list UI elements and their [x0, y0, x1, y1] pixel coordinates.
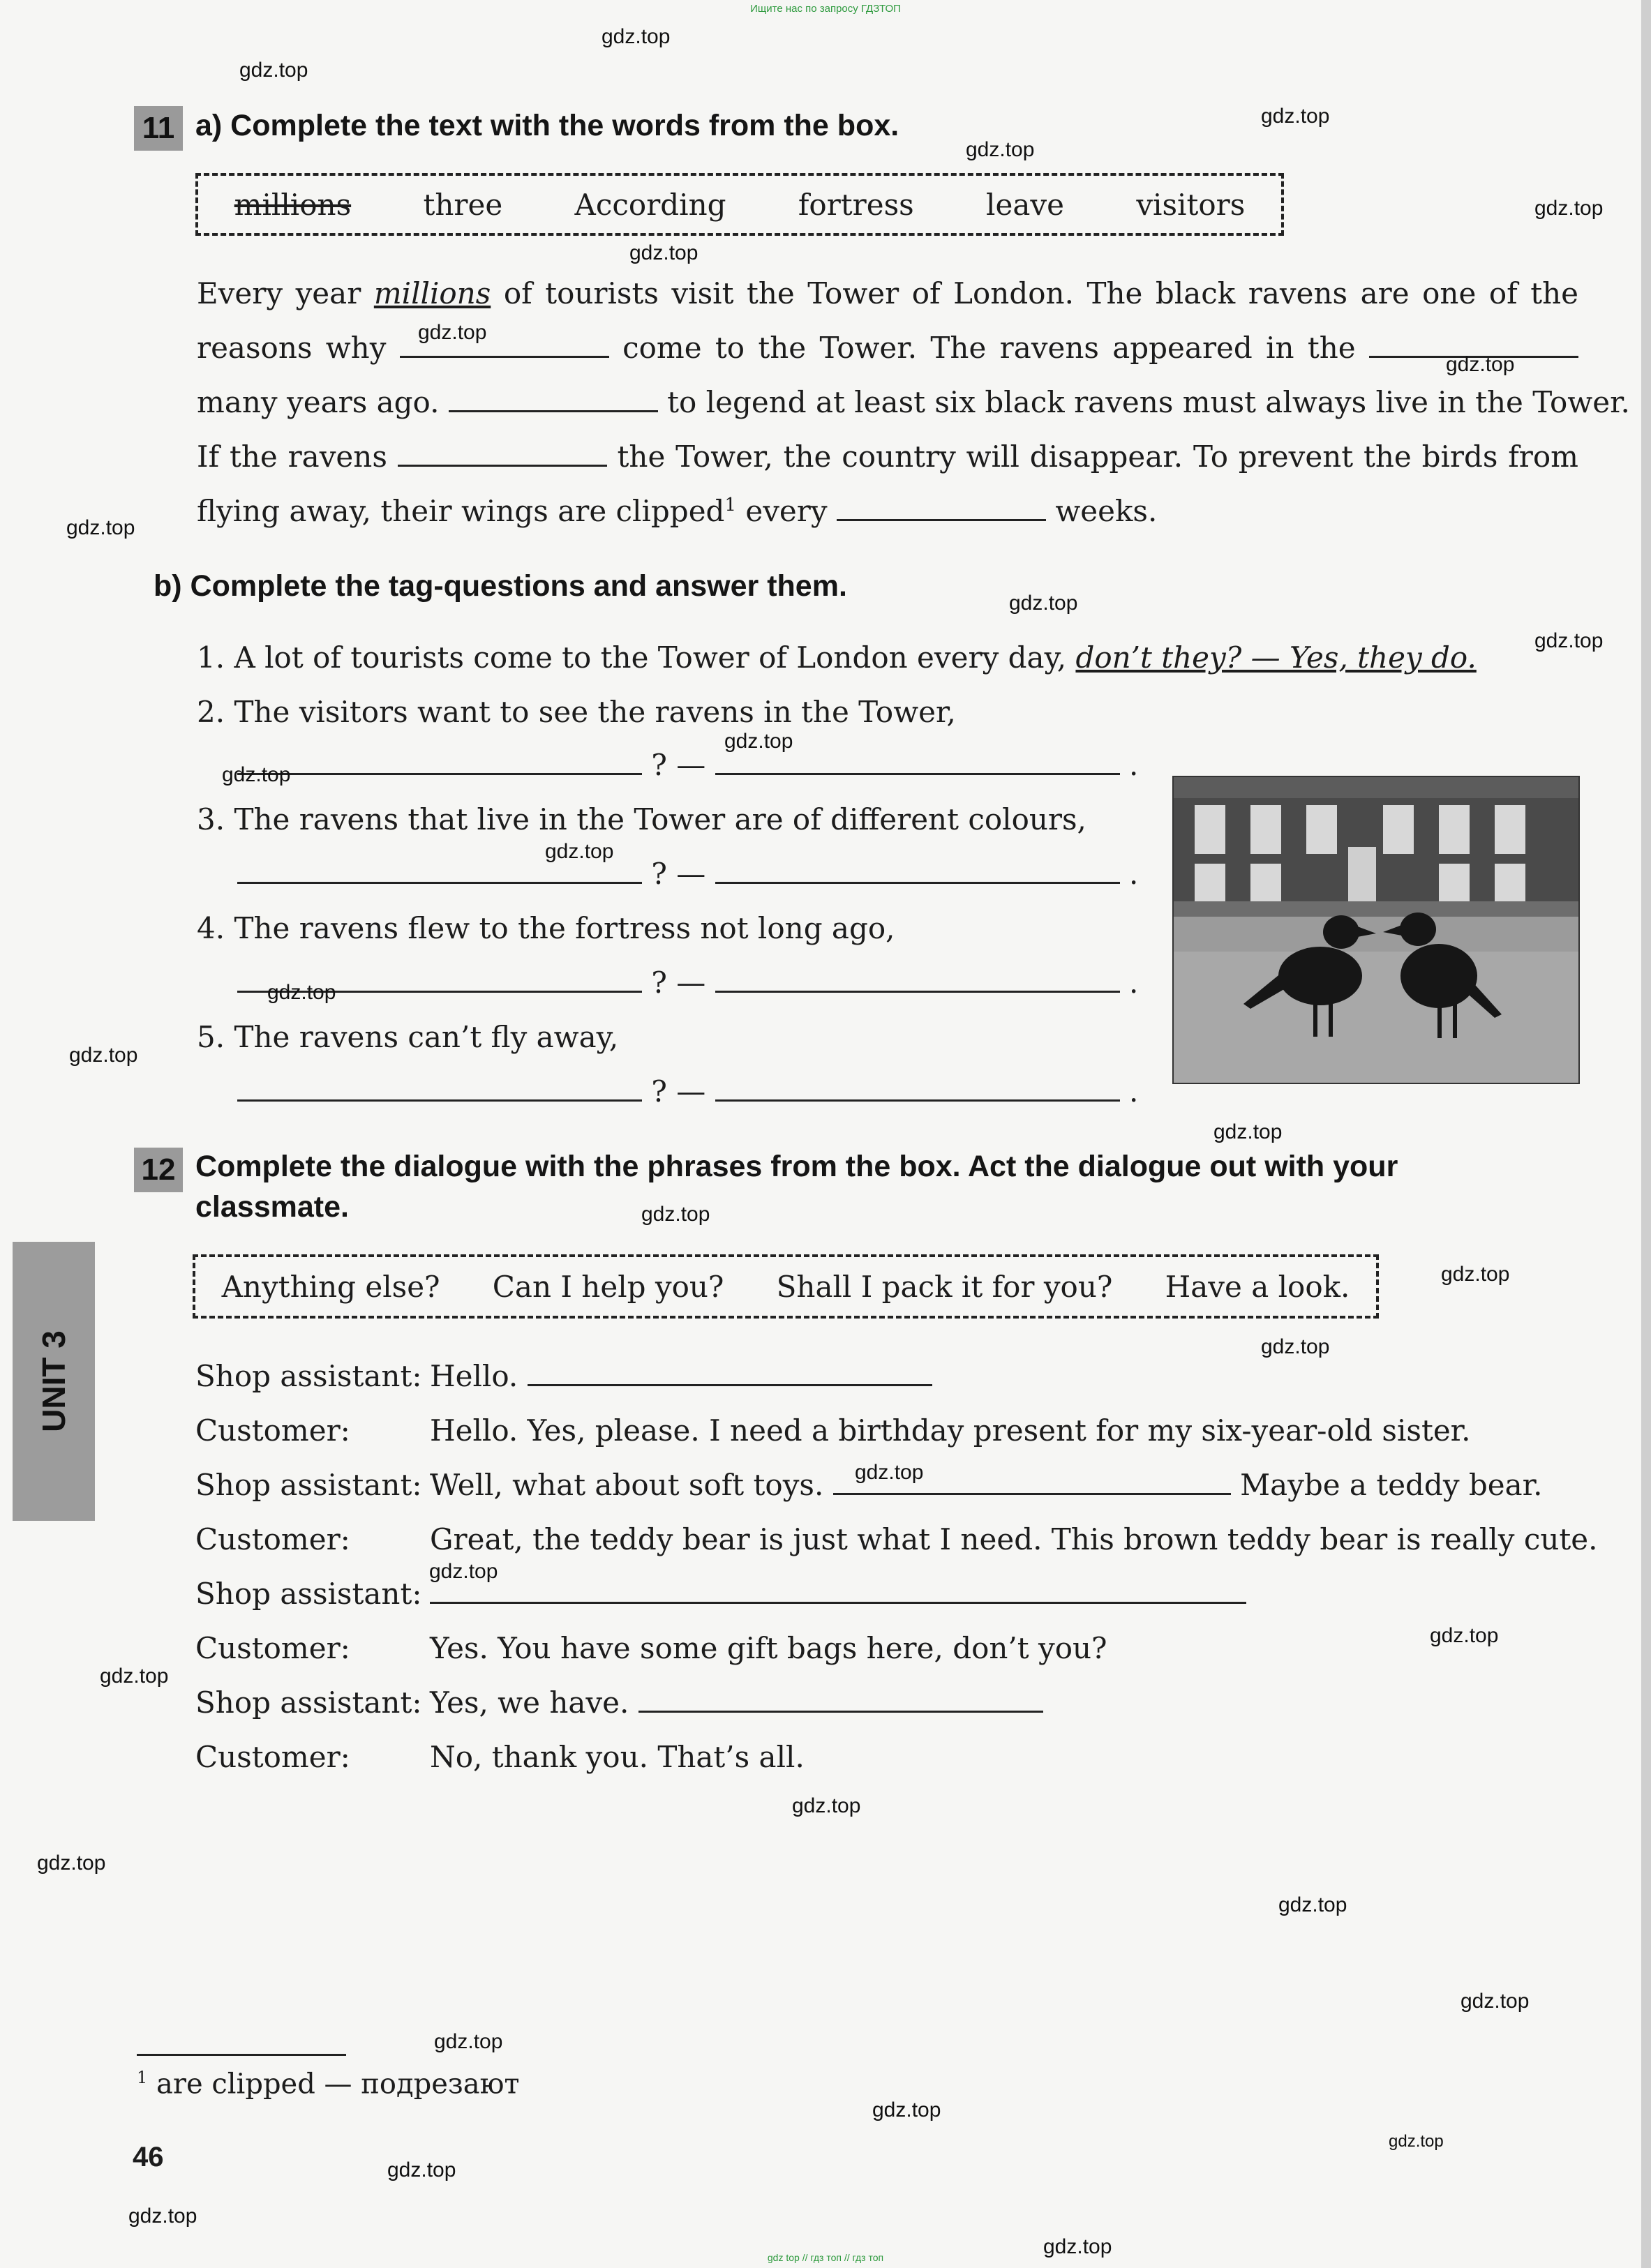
tag-question-2 — [197, 695, 956, 729]
watermark: gdz.top — [267, 981, 336, 1004]
item-text: The ravens flew to the fortress not long ago, — [234, 911, 895, 945]
exercise-number-11: 11 — [134, 106, 183, 151]
watermark: gdz.top — [100, 1665, 169, 1688]
utterance: Hello. — [430, 1359, 518, 1393]
footnote — [137, 2068, 520, 2100]
watermark: gdz.top — [602, 25, 671, 48]
dialogue-blank[interactable] — [638, 1687, 1043, 1713]
answer-blank[interactable] — [449, 386, 658, 412]
exercise-11b-heading: b) Complete the tag-questions and answer them. — [154, 569, 847, 603]
speaker: Shop assistant: — [195, 1685, 422, 1720]
speaker: Customer: — [195, 1631, 350, 1665]
speaker: Shop assistant: — [195, 1359, 422, 1393]
tag-question-3 — [197, 802, 1086, 836]
full-stop: . — [1128, 748, 1139, 782]
watermark: gdz.top — [429, 1560, 498, 1583]
dialogue-line-5 — [195, 1577, 1246, 1611]
dialogue-line-4 — [195, 1522, 1597, 1556]
footnote-rule — [137, 2054, 346, 2056]
item-text: A lot of tourists come to the Tower of London every day, — [234, 640, 1067, 675]
utterance: No, thank you. That’s all. — [430, 1740, 805, 1774]
box-word: fortress — [798, 187, 914, 222]
question-tag-blank[interactable] — [237, 749, 642, 775]
tag-question-5 — [197, 1020, 618, 1054]
answer-blank[interactable] — [837, 495, 1046, 521]
utterance: Well, what about soft toys. — [430, 1468, 824, 1502]
utterance: Hello. Yes, please. I need a birthday present for my six-year-old sister. — [430, 1413, 1471, 1448]
speaker: Customer: — [195, 1413, 350, 1448]
watermark: gdz.top — [872, 2098, 941, 2121]
phrase-box-12 — [193, 1254, 1379, 1319]
answer-row-4 — [237, 966, 1138, 1000]
text-fragment: flying away, their wings are clipped — [197, 494, 725, 528]
utterance: Yes. You have some gift bags here, don’t you? — [430, 1631, 1107, 1665]
speaker: Customer: — [195, 1740, 350, 1774]
question-tag-blank[interactable] — [237, 1076, 642, 1102]
box-phrase: Have a look. — [1165, 1269, 1350, 1304]
item-number: 1. — [197, 640, 225, 675]
watermark: gdz.top — [1389, 2132, 1444, 2151]
book-spine-shadow — [1641, 0, 1651, 2268]
page-number: 46 — [133, 2142, 164, 2172]
watermark: gdz.top — [1534, 629, 1604, 652]
exercise-12-heading-line1: Complete the dialogue with the phrases from the box. Act the dialogue out with your — [195, 1150, 1398, 1183]
text-fragment: of tourists visit the Tower of London. The black ravens are one of the — [503, 276, 1578, 310]
exercise-11a-heading: a) Complete the text with the words from the box. — [195, 109, 899, 142]
text-line-2 — [197, 331, 1578, 365]
short-answer-blank[interactable] — [715, 858, 1120, 884]
watermark: gdz.top — [1441, 1263, 1510, 1286]
item-number: 5. — [197, 1020, 225, 1054]
speaker: Shop assistant: — [195, 1577, 422, 1611]
watermark: gdz.top — [792, 1794, 861, 1817]
word-box-11 — [195, 173, 1284, 236]
dialogue-line-1 — [195, 1359, 932, 1393]
dialogue-blank[interactable] — [528, 1360, 932, 1386]
text-fragment: If the ravens — [197, 440, 387, 474]
dialogue-line-8 — [195, 1740, 805, 1774]
watermark: gdz.top — [418, 321, 487, 344]
box-word: According — [574, 187, 726, 222]
watermark: gdz.top — [629, 241, 698, 264]
answer-row-5 — [237, 1074, 1138, 1109]
box-phrase: Anything else? — [221, 1269, 440, 1304]
short-answer-blank[interactable] — [715, 967, 1120, 993]
item-number: 4. — [197, 911, 225, 945]
item-number: 3. — [197, 802, 225, 836]
bottom-banner: gdz top // гдз топ // гдз топ — [767, 2252, 884, 2263]
ravens-photo — [1172, 776, 1580, 1084]
item-text: The ravens can’t fly away, — [234, 1020, 619, 1054]
watermark: gdz.top — [239, 59, 308, 82]
exercise-number-12: 12 — [134, 1148, 183, 1192]
text-fragment: Every year — [197, 276, 361, 310]
box-phrase: Shall I pack it for you? — [776, 1269, 1113, 1304]
tag-question-1 — [197, 640, 1477, 675]
watermark: gdz.top — [1430, 1624, 1499, 1647]
watermark: gdz.top — [966, 138, 1035, 161]
box-word: visitors — [1136, 187, 1246, 222]
watermark: gdz.top — [434, 2030, 503, 2053]
text-line-5 — [197, 494, 1157, 528]
item-text: The ravens that live in the Tower are of different colours, — [234, 802, 1086, 836]
full-stop: . — [1128, 1074, 1139, 1109]
box-word: three — [423, 187, 503, 222]
separator: ? — — [651, 1074, 706, 1109]
speaker: Shop assistant: — [195, 1468, 422, 1502]
tag-question-4 — [197, 911, 895, 945]
watermark: gdz.top — [1261, 1335, 1330, 1358]
watermark: gdz.top — [1446, 353, 1515, 376]
full-stop: . — [1128, 857, 1139, 891]
text-fragment: reasons why — [197, 331, 387, 365]
watermark: gdz.top — [1534, 197, 1604, 220]
watermark: gdz.top — [1009, 592, 1078, 615]
box-phrase: Can I help you? — [492, 1269, 724, 1304]
separator: ? — — [651, 748, 706, 782]
separator: ? — — [651, 857, 706, 891]
exercise-12-heading-line2: classmate. — [195, 1190, 349, 1224]
answer-row-3 — [237, 857, 1138, 891]
watermark: gdz.top — [1278, 1893, 1347, 1916]
item-number: 2. — [197, 695, 225, 729]
separator: ? — — [651, 966, 706, 1000]
box-word: millions — [234, 187, 352, 222]
watermark: gdz.top — [37, 1852, 106, 1875]
footnote-mark: 1 — [724, 495, 736, 516]
full-stop: . — [1128, 966, 1139, 1000]
dialogue-line-6 — [195, 1631, 1107, 1665]
text-fragment: many years ago. — [197, 385, 440, 419]
top-banner: Ищите нас по запросу ГДЗТОП — [750, 3, 901, 15]
watermark: gdz.top — [545, 840, 614, 863]
unit-tab-label: UNIT 3 — [36, 1330, 72, 1432]
watermark: gdz.top — [724, 730, 793, 753]
footnote-mark: 1 — [137, 2068, 148, 2087]
text-line-4 — [197, 440, 1578, 474]
answer-blank[interactable] — [398, 441, 607, 467]
text-line-3 — [197, 385, 1630, 419]
answer-row-2 — [237, 748, 1138, 782]
item-text: The visitors want to see the ravens in the Tower, — [234, 695, 956, 729]
watermark: gdz.top — [69, 1044, 138, 1067]
watermark: gdz.top — [1213, 1120, 1283, 1143]
utterance: Yes, we have. — [430, 1685, 629, 1720]
watermark: gdz.top — [855, 1461, 924, 1484]
watermark: gdz.top — [1460, 1990, 1530, 2013]
text-line-1 — [197, 276, 1578, 310]
text-fragment: come to the Tower. The ravens appeared in the — [622, 331, 1356, 365]
short-answer-blank[interactable] — [715, 1076, 1120, 1102]
text-fragment: weeks. — [1055, 494, 1158, 528]
text-fragment: the Tower, the country will disappear. To prevent the birds from — [617, 440, 1578, 474]
filled-answer: millions — [373, 276, 491, 310]
text-fragment: to legend at least six black ravens must always live in the Tower. — [667, 385, 1630, 419]
watermark: gdz.top — [387, 2158, 456, 2181]
box-word: leave — [986, 187, 1064, 222]
watermark: gdz.top — [641, 1203, 710, 1226]
text-fragment: every — [745, 494, 828, 528]
dialogue-line-7 — [195, 1685, 1043, 1720]
utterance: Great, the teddy bear is just what I need. This brown teddy bear is really cute. — [430, 1522, 1598, 1556]
dialogue-blank[interactable] — [430, 1578, 1246, 1604]
footnote-text: are clipped — подрезают — [156, 2068, 520, 2101]
speaker: Customer: — [195, 1522, 350, 1556]
watermark: gdz.top — [222, 763, 291, 786]
dialogue-line-2 — [195, 1413, 1471, 1448]
watermark: gdz.top — [1261, 105, 1330, 128]
watermark: gdz.top — [128, 2205, 197, 2228]
watermark: gdz.top — [1043, 2235, 1112, 2258]
watermark: gdz.top — [66, 516, 135, 539]
unit-tab — [13, 1242, 95, 1521]
example-answer: don’t they? — Yes, they do. — [1075, 640, 1477, 675]
utterance: Maybe a teddy bear. — [1240, 1468, 1543, 1502]
